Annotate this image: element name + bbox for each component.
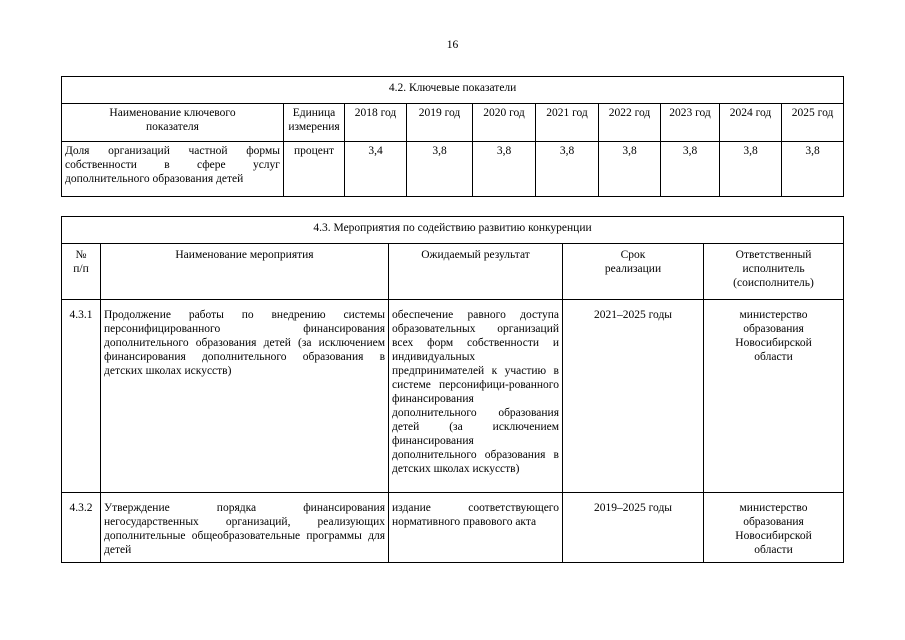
header-year: 2022 год [599, 104, 661, 142]
indicator-name: Доля организаций частной формы собственности в сфере услуг дополнительного образования детей [62, 142, 284, 197]
header-year: 2025 год [782, 104, 844, 142]
indicator-value: 3,8 [407, 142, 473, 197]
indicator-value: 3,4 [345, 142, 407, 197]
header-year: 2019 год [407, 104, 473, 142]
indicator-value: 3,8 [661, 142, 720, 197]
table-row [62, 493, 844, 563]
header-num: № п/п [62, 244, 101, 300]
measure-term: 2021–2025 годы [563, 300, 704, 493]
header-year: 2020 год [473, 104, 536, 142]
table-row [62, 142, 844, 197]
indicator-value: 3,8 [599, 142, 661, 197]
page-number: 16 [446, 39, 459, 51]
header-year: 2023 год [661, 104, 720, 142]
indicator-unit: процент [284, 142, 345, 197]
measure-num: 4.3.2 [62, 493, 101, 563]
header-term: Срок реализации [563, 244, 704, 300]
header-executor: Ответственный исполнитель (соисполнитель) [704, 244, 844, 300]
measure-name: Утверждение порядка финансирования негосударственных организаций, реализующих дополнительные общеобразовательные программы для детей [101, 493, 389, 563]
measures-table [61, 216, 844, 563]
indicator-value: 3,8 [536, 142, 599, 197]
header-year: 2018 год [345, 104, 407, 142]
header-indicator-name: Наименование ключевого показателя [62, 104, 284, 142]
header-year: 2024 год [720, 104, 782, 142]
measures-title: 4.3. Мероприятия по содействию развитию конкуренции [62, 217, 844, 244]
indicator-value: 3,8 [473, 142, 536, 197]
measure-result: обеспечение равного доступа образовательных организаций всех форм собственности и индивидуальных предпринимателей к участию в системе персонифици-рованного финансирования дополнительного образования детей (за исключением финансирования дополнительного образования в детских школах искусств) [389, 300, 563, 493]
header-unit: Единица измерения [284, 104, 345, 142]
indicator-value: 3,8 [782, 142, 844, 197]
measure-num: 4.3.1 [62, 300, 101, 493]
table-row [62, 300, 844, 493]
indicators-title: 4.2. Ключевые показатели [62, 77, 844, 104]
measure-executor: министерство образования Новосибирской области [704, 300, 844, 493]
key-indicators-table [61, 76, 844, 197]
header-expected-result: Ожидаемый результат [389, 244, 563, 300]
measure-name: Продолжение работы по внедрению системы персонифицированного финансирования дополнительного образования детей (за исключением финансирования дополнительного образования в детских школах искусств) [101, 300, 389, 493]
measure-result: издание соответствующего нормативного правового акта [389, 493, 563, 563]
measure-term: 2019–2025 годы [563, 493, 704, 563]
header-year: 2021 год [536, 104, 599, 142]
measure-executor: министерство образования Новосибирской области [704, 493, 844, 563]
indicator-value: 3,8 [720, 142, 782, 197]
header-measure-name: Наименование мероприятия [101, 244, 389, 300]
